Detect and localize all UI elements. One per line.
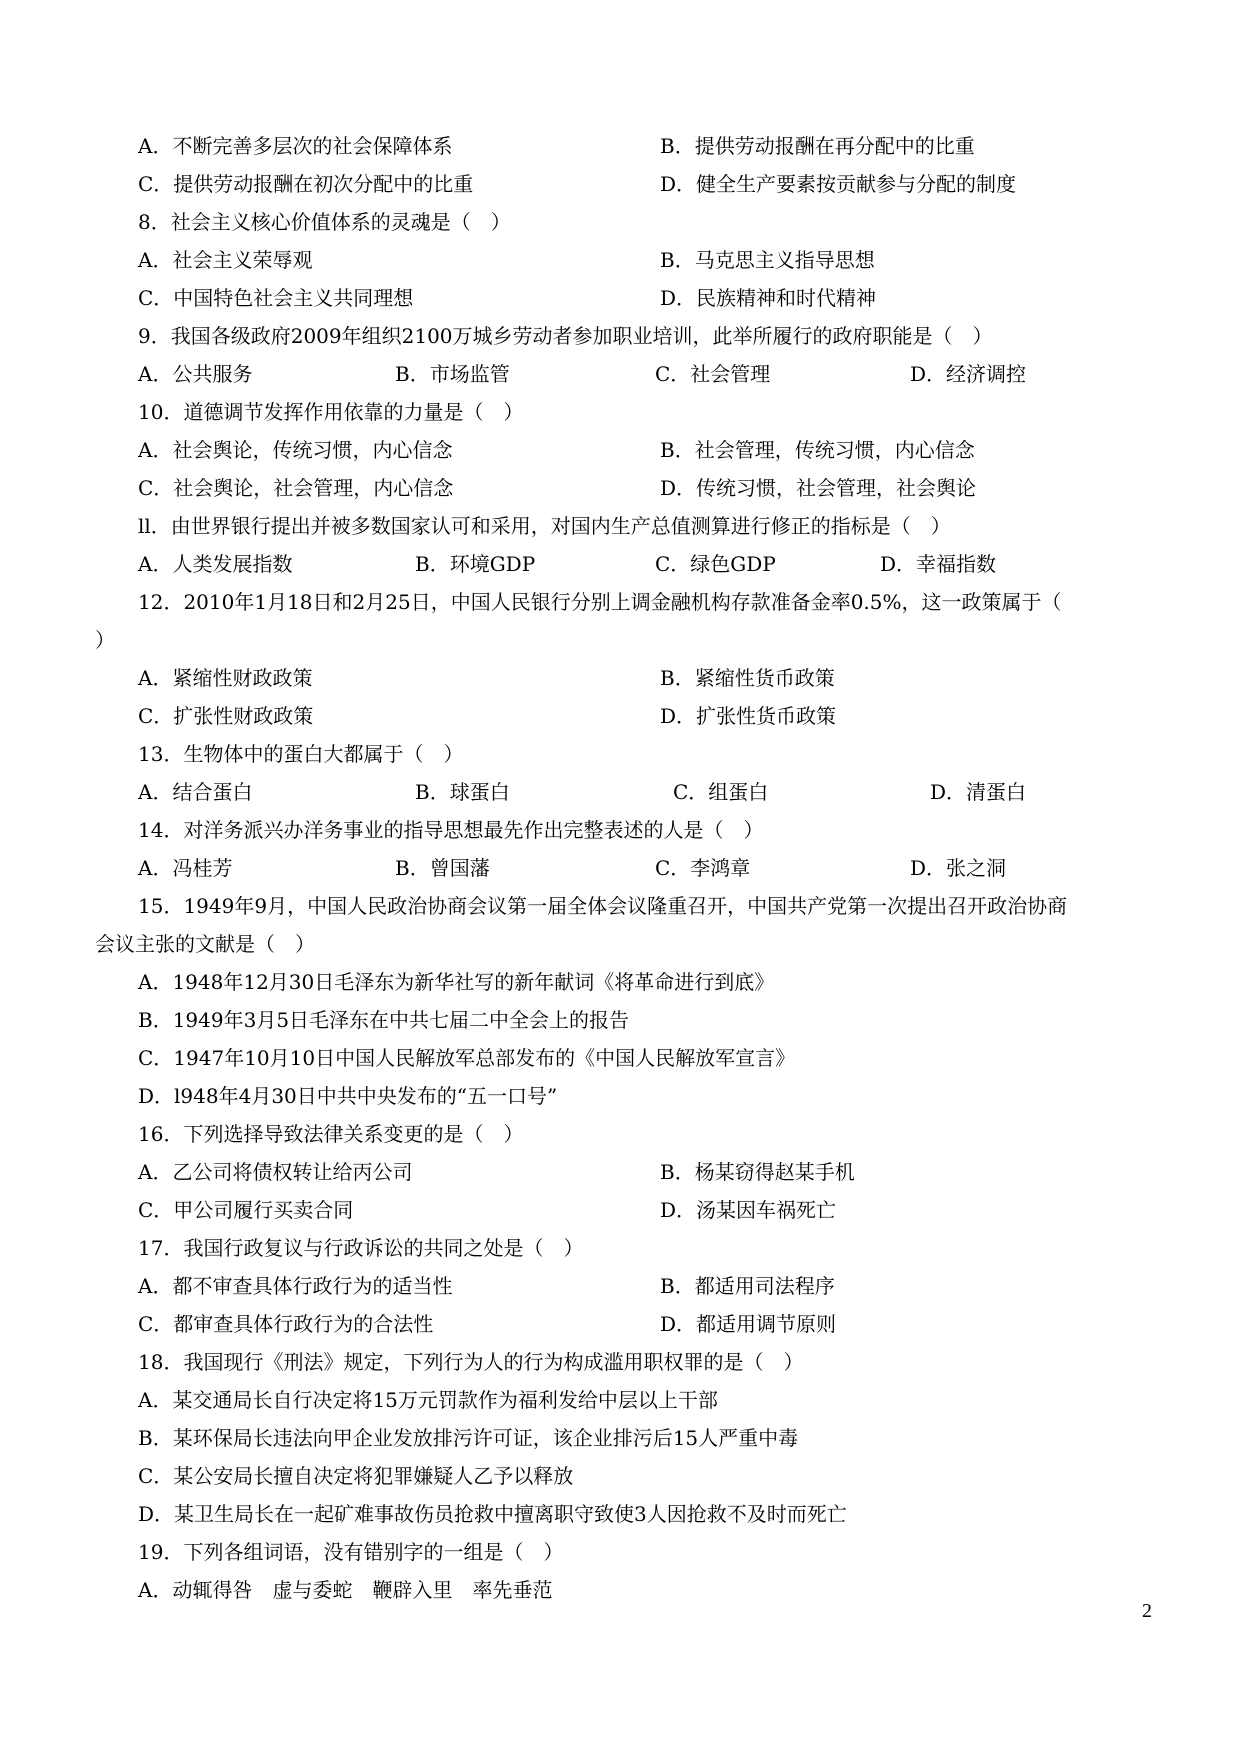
option-b: B．马克思主义指导思想 [660, 248, 875, 272]
question-15 [0, 887, 1240, 925]
question-12-continued [0, 621, 1240, 659]
option-b: B．某环保局长违法向甲企业发放排污许可证，该企业排污后15人严重中毒 [138, 1426, 799, 1450]
question-14 [0, 811, 1240, 849]
options-row [0, 773, 1240, 811]
option-row [0, 1571, 1240, 1609]
option-row [0, 1039, 1240, 1077]
option-b: B．球蛋白 [415, 780, 510, 804]
question-text-continued: 会议主张的文献是（ ） [95, 932, 315, 956]
option-d: D．经济调控 [910, 362, 1027, 386]
option-b: B．紧缩性货币政策 [660, 666, 835, 690]
page-number: 2 [1142, 1600, 1152, 1622]
option-row [0, 1457, 1240, 1495]
options-row [0, 1153, 1240, 1191]
question-13 [0, 735, 1240, 773]
options-row [0, 1267, 1240, 1305]
option-a: A．紧缩性财政政策 [138, 666, 313, 690]
option-d: D．扩张性货币政策 [660, 704, 837, 728]
option-b: B．市场监管 [395, 362, 510, 386]
question-text: 15．1949年9月，中国人民政治协商会议第一届全体会议隆重召开，中国共产党第一次提出召开政治协商 [138, 894, 1068, 918]
option-a: A．都不审查具体行政行为的适当性 [138, 1274, 453, 1298]
question-text: 18．我国现行《刑法》规定，下列行为人的行为构成滥用职权罪的是（ ） [138, 1350, 804, 1374]
option-b: B．杨某窃得赵某手机 [660, 1160, 855, 1184]
options-row [0, 697, 1240, 735]
option-c: C．社会舆论，社会管理，内心信念 [138, 476, 454, 500]
option-d: D．都适用调节原则 [660, 1312, 837, 1336]
question-text: 16．下列选择导致法律关系变更的是（ ） [138, 1122, 524, 1146]
option-c: C．甲公司履行买卖合同 [138, 1198, 354, 1222]
option-b: B．曾国藩 [395, 856, 490, 880]
question-9 [0, 317, 1240, 355]
question-text: 12．2010年1月18日和2月25日，中国人民银行分别上调金融机构存款准备金率0.5%，这一政策属于（ [138, 590, 1062, 614]
question-8 [0, 203, 1240, 241]
option-b: B．社会管理，传统习惯，内心信念 [660, 438, 975, 462]
question-15-continued [0, 925, 1240, 963]
question-12 [0, 583, 1240, 621]
options-row [0, 849, 1240, 887]
option-d: D．清蛋白 [930, 780, 1027, 804]
question-text: 9．我国各级政府2009年组织2100万城乡劳动者参加职业培训，此举所履行的政府职能是（ ） [138, 324, 993, 348]
question-text: 13．生物体中的蛋白大都属于（ ） [138, 742, 464, 766]
option-a: A．某交通局长自行决定将15万元罚款作为福利发给中层以上干部 [138, 1388, 718, 1412]
question-text: 10．道德调节发挥作用依靠的力量是（ ） [138, 400, 524, 424]
question-10 [0, 393, 1240, 431]
question-text: ll．由世界银行提出并被多数国家认可和采用，对国内生产总值测算进行修正的指标是（ ） [138, 514, 951, 538]
option-a: A．人类发展指数 [138, 552, 293, 576]
option-a: A．社会主义荣辱观 [138, 248, 313, 272]
option-d: D．某卫生局长在一起矿难事故伤员抢救中擅离职守致使3人因抢救不及时而死亡 [138, 1502, 847, 1526]
option-a: A．结合蛋白 [138, 780, 253, 804]
question-11 [0, 507, 1240, 545]
options-row [0, 1305, 1240, 1343]
option-c: C．李鸿章 [655, 856, 751, 880]
options-row [0, 355, 1240, 393]
option-d: D．汤某因车祸死亡 [660, 1198, 837, 1222]
question-19 [0, 1533, 1240, 1571]
question-text: 14．对洋务派兴办洋务事业的指导思想最先作出完整表述的人是（ ） [138, 818, 764, 842]
option-c: C．1947年10月10日中国人民解放军总部发布的《中国人民解放军宣言》 [138, 1046, 796, 1070]
option-d: D．民族精神和时代精神 [660, 286, 877, 310]
question-text: 17．我国行政复议与行政诉讼的共同之处是（ ） [138, 1236, 584, 1260]
options-row [0, 431, 1240, 469]
options-row [0, 241, 1240, 279]
question-18 [0, 1343, 1240, 1381]
option-d: D．健全生产要素按贡献参与分配的制度 [660, 172, 1017, 196]
option-row [0, 1419, 1240, 1457]
option-c: C．提供劳动报酬在初次分配中的比重 [138, 172, 474, 196]
question-text-continued: ） [95, 628, 115, 652]
option-a: A．乙公司将债权转让给丙公司 [138, 1160, 413, 1184]
options-row [0, 165, 1240, 203]
exam-content [0, 127, 1240, 1609]
options-row [0, 279, 1240, 317]
option-c: C．组蛋白 [673, 780, 769, 804]
option-c: C．某公安局长擅自决定将犯罪嫌疑人乙予以释放 [138, 1464, 574, 1488]
option-c: C．扩张性财政政策 [138, 704, 314, 728]
option-c: C．绿色GDP [655, 552, 776, 576]
option-d: D．l948年4月30日中共中央发布的“五一口号” [138, 1084, 558, 1108]
option-row [0, 1495, 1240, 1533]
option-b: B．1949年3月5日毛泽东在中共七届二中全会上的报告 [138, 1008, 630, 1032]
option-row [0, 1001, 1240, 1039]
question-text: 19．下列各组词语，没有错别字的一组是（ ） [138, 1540, 564, 1564]
options-row [0, 127, 1240, 165]
options-row [0, 469, 1240, 507]
question-text: 8．社会主义核心价值体系的灵魂是（ ） [138, 210, 511, 234]
option-row [0, 1381, 1240, 1419]
option-c: C．都审查具体行政行为的合法性 [138, 1312, 434, 1336]
option-b: B．提供劳动报酬在再分配中的比重 [660, 134, 975, 158]
option-a: A．不断完善多层次的社会保障体系 [138, 134, 453, 158]
options-row [0, 1191, 1240, 1229]
option-a: A．冯桂芳 [138, 856, 233, 880]
option-c: C．中国特色社会主义共同理想 [138, 286, 414, 310]
option-row [0, 1077, 1240, 1115]
option-b: B．都适用司法程序 [660, 1274, 835, 1298]
question-17 [0, 1229, 1240, 1267]
question-16 [0, 1115, 1240, 1153]
option-a: A．公共服务 [138, 362, 253, 386]
options-row [0, 545, 1240, 583]
option-c: C．社会管理 [655, 362, 771, 386]
option-a: A．1948年12月30日毛泽东为新华社写的新年献词《将革命进行到底》 [138, 970, 775, 994]
option-d: D．张之洞 [910, 856, 1007, 880]
option-a: A．社会舆论，传统习惯，内心信念 [138, 438, 453, 462]
option-d: D．传统习惯，社会管理，社会舆论 [660, 476, 977, 500]
options-row [0, 659, 1240, 697]
option-b: B．环境GDP [415, 552, 536, 576]
option-a: A．动辄得咎 虚与委蛇 鞭辟入里 率先垂范 [138, 1578, 553, 1602]
option-d: D．幸福指数 [880, 552, 997, 576]
option-row [0, 963, 1240, 1001]
